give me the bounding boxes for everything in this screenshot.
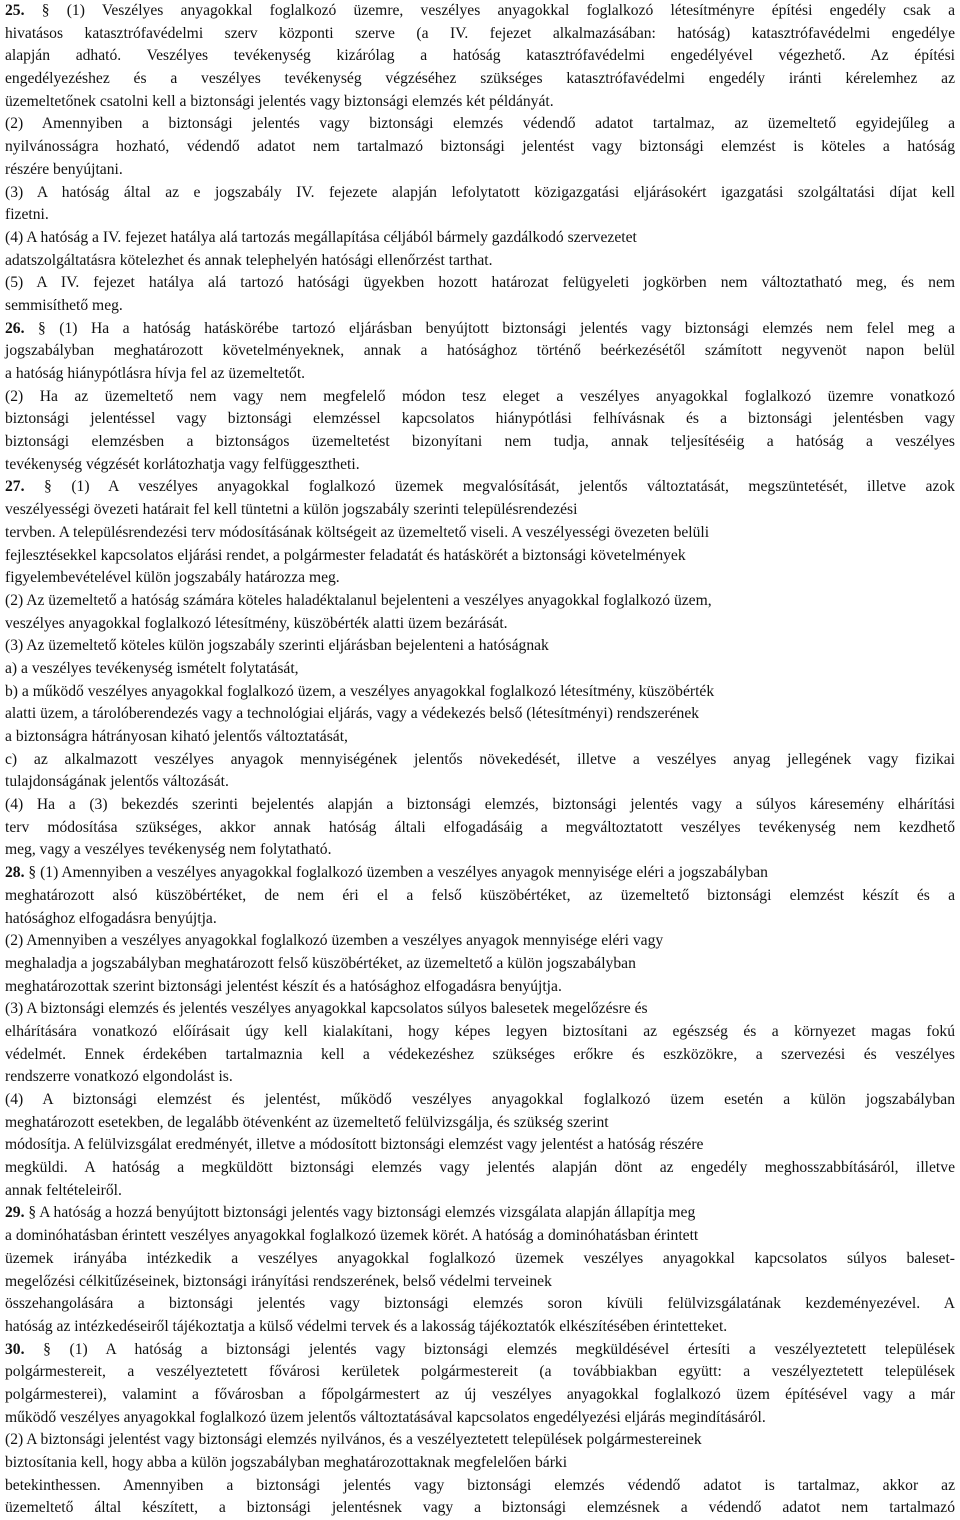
text-line — [5, 227, 955, 250]
line-text: polgármesterei), valamint a fővárosban a főpolgármestert az új veszélyes anyagokkal foglalkozó üzem építésével vagy a már — [5, 1385, 955, 1403]
line-text: hatósághoz elfogadásra benyújtja. — [5, 909, 217, 927]
text-line — [5, 1089, 955, 1112]
text-line — [5, 295, 955, 318]
text-line — [5, 1384, 955, 1407]
line-text: üzemeltetőnek csatolni kell a biztonsági jelentés vagy biztonsági elemzés két példányát. — [5, 92, 554, 110]
line-text: tevékenység végzését korlátozhatja vagy felfüggesztheti. — [5, 455, 360, 473]
line-text: jogszabályban meghatározott követelményeknek, annak a hatósághoz történő beérkezésétől számított negyvenöt napon belül — [5, 342, 955, 360]
text-line — [5, 1429, 955, 1452]
text-line — [5, 1361, 955, 1384]
line-text: tervben. A településrendezési terv módosításának költségeit az üzemeltető viseli. A veszélyességi övezeten belüli — [5, 523, 710, 541]
line-text: polgármestereit, a veszélyeztetett fővárosi kerületek polgármestereit (a továbbiakban együtt: a veszélyeztetett települések — [5, 1363, 955, 1381]
line-text: (2) Amennyiben a biztonsági jelentés vagy biztonsági elemzés védendő adatot tartalmaz, az üzemeltető egyidejűleg a — [5, 115, 955, 133]
text-line — [5, 1339, 955, 1362]
text-line — [5, 1293, 955, 1316]
line-text: biztonsági jelentéssel vagy biztonsági elemzéssel kapcsolatos hiánypótlási felhívásnak és a biztonsági jelentésben vagy — [5, 410, 955, 428]
line-text: § (1) A veszélyes anyagokkal foglalkozó üzemek megvalósítását, jelentős változtatását, megszüntetését, illetve azok — [44, 478, 955, 496]
text-line — [5, 635, 955, 658]
text-line — [5, 885, 955, 908]
line-text: hatóság az intézkedéseiről tájékoztatja a külső védelmi tervek és a lakosság tájékoztatók elkészítésében érintetteket. — [5, 1317, 728, 1335]
line-text: (4) Ha a (3) bekezdés szerinti bejelentés alapján a biztonsági elemzés, biztonsági jelentés vagy a súlyos káresemény elhárítási — [5, 796, 955, 814]
line-text: alapján adható. Veszélyes tevékenység kizárólag a hatóság katasztrófavédelmi engedélyével végezhető. Az építési — [5, 47, 955, 65]
text-line — [5, 567, 955, 590]
text-line — [5, 658, 955, 681]
text-line — [5, 1066, 955, 1089]
text-line — [5, 318, 955, 341]
text-line — [5, 0, 955, 23]
line-text: tulajdonságának jelentős változását. — [5, 773, 229, 791]
line-text: (3) A biztonsági elemzés és jelentés veszélyes anyagokkal kapcsolatos súlyos balesetek megelőzésre és — [5, 1000, 648, 1018]
document-body — [5, 0, 955, 1520]
line-text: védelmét. Ennek érdekében tartalmaznia kell a védekezéshez szükséges erőkre és eszközökre, a szervezési és veszélyes — [5, 1045, 955, 1063]
text-line — [5, 1157, 955, 1180]
line-text: rendszerre vonatkozó elgondolást is. — [5, 1068, 233, 1086]
text-line — [5, 726, 955, 749]
text-line — [5, 1021, 955, 1044]
text-line — [5, 1316, 955, 1339]
line-text: (2) Ha az üzemeltető nem vagy nem megfelelő módon tesz eleget a veszélyes anyagokkal foglalkozó üzemre vonatkozó — [5, 387, 955, 405]
line-text: § (1) Amennyiben a veszélyes anyagokkal foglalkozó üzemben a veszélyes anyagok mennyisége eléri a jogszabályban — [28, 864, 768, 882]
line-text: részére benyújtani. — [5, 160, 123, 178]
text-line — [5, 839, 955, 862]
text-line — [5, 45, 955, 68]
line-text: § (1) Veszélyes anyagokkal foglalkozó üzemre, veszélyes anyagokkal foglalkozó létesítményre építési engedély csak a — [41, 2, 955, 19]
line-text: (4) A hatóság a IV. fejezet hatálya alá tartozás megállapítása céljából bármely gazdálkodó szervezetet — [5, 228, 637, 246]
line-text: (2) Amennyiben a veszélyes anyagokkal foglalkozó üzemben a veszélyes anyagok mennyisége eléri vagy — [5, 932, 664, 950]
text-line — [5, 68, 955, 91]
line-text: c) az alkalmazott veszélyes anyagok mennyiségének jelentős növekedését, illetve a veszélyes anyag jellegének vagy fizikai — [5, 750, 955, 768]
section-number: 26. — [5, 319, 25, 337]
line-text: üzemeltető által készített, a biztonsági jelentésnek vagy a biztonsági elemzésnek a védendő adatot nem tartalmazó — [5, 1499, 955, 1517]
text-line — [5, 1271, 955, 1294]
text-line — [5, 23, 955, 46]
text-line — [5, 681, 955, 704]
line-text: (4) A biztonsági elemzést és jelentést, működő veszélyes anyagokkal foglalkozó üzem esetén a külön jogszabályban — [5, 1091, 955, 1108]
text-line — [5, 1044, 955, 1067]
line-text: meg, vagy a veszélyes tevékenység nem folytatható. — [5, 841, 332, 859]
line-text: meghatározott esetekben, de legalább ötévenként az üzemeltető felülvizsgálja, és szükség szerint — [5, 1113, 609, 1131]
line-text: veszélyes anyagokkal foglalkozó létesítmény, küszöbérték alatti üzem bezárását. — [5, 614, 508, 632]
line-text: módosítja. A felülvizsgálat eredményét, illetve a módosított biztonsági elemzést vagy jelentést a hatóság részére — [5, 1136, 704, 1154]
line-text: elhárítására vonatkozó előírásait úgy kell kialakítani, hogy képes legyen biztosítani az egészség és a környezet magas fokú — [5, 1022, 955, 1040]
text-line — [5, 1475, 955, 1498]
line-text: hivatásos katasztrófavédelmi szerv központi szerve (a IV. fejezet alkalmazásában: hatóság) katasztrófavédelmi engedélye — [5, 24, 955, 42]
text-line — [5, 1202, 955, 1225]
text-line — [5, 182, 955, 205]
line-text: (5) A IV. fejezet hatálya alá tartozó hatósági ügyekben hozott határozat felügyeleti jogkörben nem változtatható meg, és nem — [5, 274, 955, 292]
text-line — [5, 136, 955, 159]
line-text: megküldi. A hatóság a megküldött biztonsági elemzés vagy jelentés alapján dönt az engedély meghosszabbításáról, illetve — [5, 1159, 955, 1177]
text-line — [5, 930, 955, 953]
text-line — [5, 454, 955, 477]
line-text: fejlesztésekkel kapcsolatos eljárási rendet, a polgármester feladatát és hatáskörét a biztonsági követelmények — [5, 546, 686, 564]
text-line — [5, 522, 955, 545]
line-text: (3) A hatóság által az e jogszabály IV. fejezete alapján lefolytatott közigazgatási eljárásokért igazgatási szolgáltatási díjat kell — [5, 183, 955, 201]
line-text: alatti üzem, a tárolóberendezés vagy a technológiai eljárás, vagy a védekezés belső (létesítményi) rendszerének — [5, 705, 700, 723]
line-text: engedélyezéshez és a veszélyes tevékenység végzéséhez szükséges katasztrófavédelmi engedély iránti kérelemhez az — [5, 70, 955, 88]
text-line — [5, 91, 955, 114]
text-line — [5, 113, 955, 136]
section-number: 30. — [5, 1340, 25, 1358]
line-text: megelőzési célkitűzéseinek, biztonsági irányítási rendszerének, belső védelmi terveinek — [5, 1272, 552, 1290]
line-text: adatszolgáltatásra kötelezhet és annak telephelyén hatósági ellenőrzést tarthat. — [5, 251, 493, 269]
text-line — [5, 908, 955, 931]
text-line — [5, 1180, 955, 1203]
line-text: (3) Az üzemeltető köteles külön jogszabály szerinti eljárásban bejelenteni a hatóságnak — [5, 637, 549, 655]
line-text: (2) A biztonsági jelentést vagy biztonsági elemzés nyilvános, és a veszélyeztetett települések polgármestereinek — [5, 1431, 702, 1449]
line-text: annak feltételeiről. — [5, 1181, 122, 1199]
line-text: meghaladja a jogszabályban meghatározott felső küszöbértéket, az üzemeltető a külön jogszabályban — [5, 954, 636, 972]
line-text: semmisíthető meg. — [5, 296, 123, 314]
text-line — [5, 1248, 955, 1271]
line-text: működő veszélyes anyagokkal foglalkozó üzem jelentős változtatásával kapcsolatos engedélyezési eljárás megindításáról. — [5, 1408, 766, 1426]
line-text: nyilvánosságra hozható, védendő adatot nem tartalmazó biztonsági jelentést vagy biztonsági elemzést is köteles a hatóság — [5, 138, 955, 156]
line-text: üzemek irányába intézkedik a veszélyes anyagokkal foglalkozó üzemek veszélyes anyagokkal kapcsolatos súlyos baleset- — [5, 1249, 955, 1267]
section-number: 29. — [5, 1204, 25, 1222]
section-number: 27. — [5, 478, 25, 496]
line-text: összehangolására a biztonsági jelentés vagy biztonsági elemzés soron kívüli felülvizsgálatának kezdeményezével. A — [5, 1295, 955, 1313]
line-text: § A hatóság a hozzá benyújtott biztonsági jelentés vagy biztonsági elemzés vizsgálata alapján állapítja meg — [28, 1204, 696, 1222]
text-line — [5, 976, 955, 999]
text-line — [5, 1225, 955, 1248]
text-line — [5, 1452, 955, 1475]
text-line — [5, 749, 955, 772]
text-line — [5, 1134, 955, 1157]
section-number: 25. — [5, 2, 25, 19]
text-line — [5, 953, 955, 976]
line-text: terv módosítása szükséges, akkor annak hatóság általi elfogadásáig a megváltoztatott veszélyes tevékenység nem kezdhető — [5, 818, 955, 836]
text-line — [5, 545, 955, 568]
text-line — [5, 340, 955, 363]
line-text: fizetni. — [5, 206, 49, 224]
text-line — [5, 408, 955, 431]
text-line — [5, 499, 955, 522]
text-line — [5, 250, 955, 273]
text-line — [5, 771, 955, 794]
text-line — [5, 159, 955, 182]
line-text: a) a veszélyes tevékenység ismételt folytatását, — [5, 659, 299, 677]
text-line — [5, 817, 955, 840]
text-line — [5, 272, 955, 295]
text-line — [5, 363, 955, 386]
section-number: 28. — [5, 864, 25, 882]
text-line — [5, 476, 955, 499]
line-text: biztonsági elemzésben a biztonságos üzemeltetést bizonyítani nem tudja, annak teljesítéséig a hatóság a veszélyes — [5, 433, 955, 451]
line-text: a dominóhatásban érintett veszélyes anyagokkal foglalkozó üzemek körét. A hatóság a dominóhatásban érintett — [5, 1227, 699, 1245]
text-line — [5, 1497, 955, 1520]
line-text: (2) Az üzemeltető a hatóság számára köteles haladéktalanul bejelenteni a veszélyes anyagokkal foglalkozó üzem, — [5, 591, 712, 609]
line-text: a hatóság hiánypótlásra hívja fel az üzemeltetőt. — [5, 365, 306, 382]
line-text: § (1) A hatóság a biztonsági jelentés vagy biztonsági elemzés megküldésével értesíti a veszélyeztetett települések — [43, 1340, 955, 1358]
line-text: biztosítania kell, hogy abba a külön jogszabályban meghatározottaknak megfelelően bárki — [5, 1454, 568, 1471]
text-line — [5, 703, 955, 726]
text-line — [5, 386, 955, 409]
text-line — [5, 590, 955, 613]
text-line — [5, 1112, 955, 1135]
line-text: veszélyességi övezeti határait fel kell tüntetni a külön jogszabály szerinti településrendezési — [5, 501, 578, 519]
line-text: b) a működő veszélyes anyagokkal foglalkozó üzem, a veszélyes anyagokkal foglalkozó létesítmény, küszöbérték — [5, 682, 715, 700]
line-text: § (1) Ha a hatóság hatáskörébe tartozó eljárásban benyújtott biztonsági jelentés vagy biztonsági elemzés nem felel meg a — [38, 319, 955, 337]
line-text: a biztonságra hátrányosan kiható jelentős változtatását, — [5, 728, 348, 745]
line-text: meghatározottak szerint biztonsági jelentést készít és a hatósághoz elfogadásra benyújtja. — [5, 977, 562, 995]
line-text: meghatározott alsó küszöbértéket, de nem éri el a felső küszöbértéket, az üzemeltető biztonsági elemzést készít és a — [5, 886, 955, 904]
text-line — [5, 204, 955, 227]
text-line — [5, 613, 955, 636]
text-line — [5, 794, 955, 817]
text-line — [5, 431, 955, 454]
text-line — [5, 998, 955, 1021]
line-text: figyelembevételével külön jogszabály határozza meg. — [5, 569, 340, 587]
text-line — [5, 1407, 955, 1430]
line-text: betekinthessen. Amennyiben a biztonsági jelentés vagy biztonsági elemzés védendő adatot is tartalmaz, akkor az — [5, 1476, 955, 1494]
text-line — [5, 862, 955, 885]
